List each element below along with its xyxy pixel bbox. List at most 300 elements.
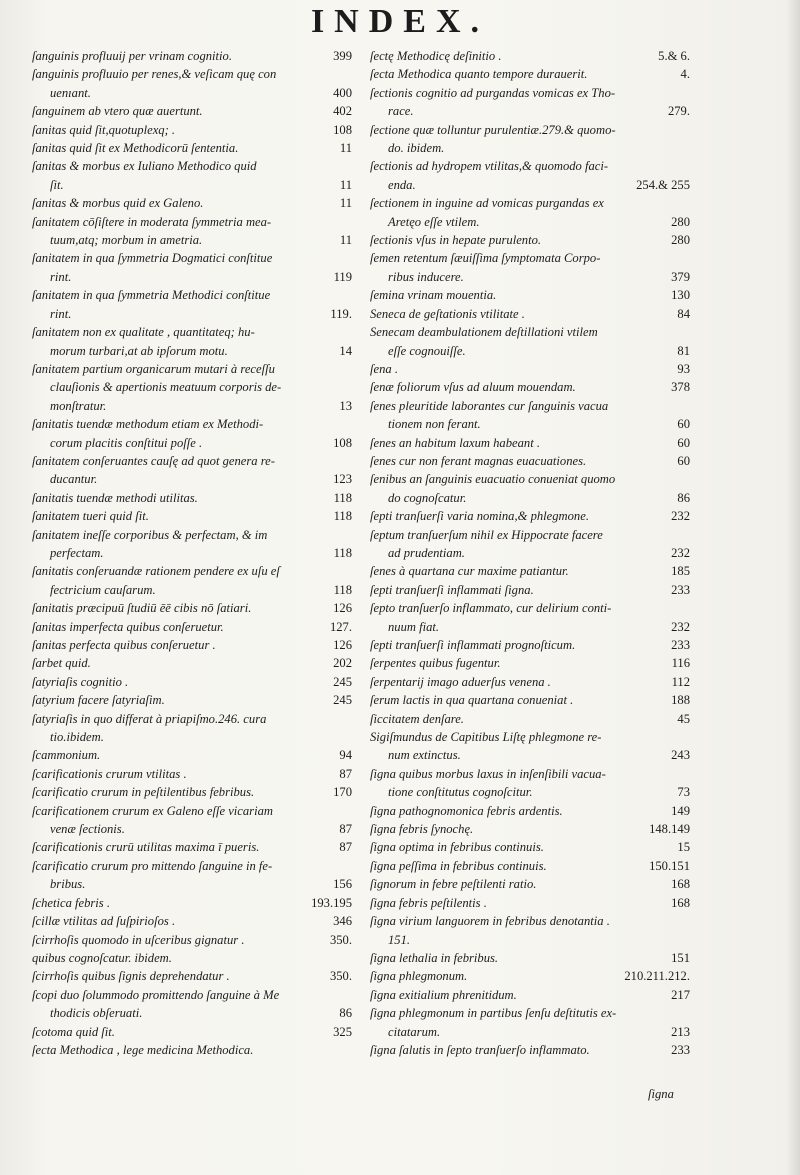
entry-text: ſanitatem conſeruantes cauſę ad quot genera re-	[32, 453, 275, 468]
index-entry	[370, 562, 690, 580]
index-entry	[32, 894, 352, 912]
index-entry	[370, 378, 690, 396]
page-reference: 232	[671, 619, 690, 634]
page-reference: 123	[333, 472, 352, 487]
entry-line	[32, 673, 352, 691]
index-entry	[32, 489, 352, 507]
index-entry	[32, 838, 352, 856]
entry-text: race.	[388, 104, 414, 119]
entry-line	[32, 544, 352, 562]
page-reference: 116	[671, 656, 690, 671]
entry-text: bribus.	[50, 877, 86, 892]
page-reference: 118	[333, 509, 352, 524]
entry-text: ſigna pathognomonica febris ardentis.	[370, 803, 563, 818]
entry-text: ſenes cur non ferant magnas euacuationes.	[370, 453, 587, 468]
index-entry	[32, 65, 352, 102]
index-entry	[370, 765, 690, 802]
entry-line	[370, 378, 690, 396]
entry-line	[370, 452, 690, 470]
entry-line	[32, 875, 352, 893]
index-entry	[370, 157, 690, 194]
page-reference: 149	[671, 803, 690, 818]
index-entry	[370, 305, 690, 323]
entry-text: ſerpentes quibus fugentur.	[370, 656, 501, 671]
entry-line	[32, 857, 352, 875]
entry-line	[370, 783, 690, 801]
entry-line	[32, 452, 352, 470]
page-reference: 14	[339, 343, 352, 358]
entry-text: eſſe cognouiſſe.	[388, 343, 466, 358]
entry-line	[370, 765, 690, 783]
entry-line	[370, 636, 690, 654]
entry-line	[32, 470, 352, 488]
entry-text: ſiccitatem denſare.	[370, 711, 464, 726]
index-entry	[32, 931, 352, 949]
entry-text: ſcotoma quid ſit.	[32, 1024, 115, 1039]
entry-text: fectricium cauſarum.	[50, 582, 156, 597]
entry-text: ſectione quæ tolluntur purulentiæ.279.& quomo-	[370, 122, 616, 137]
index-entry	[32, 746, 352, 764]
entry-line	[32, 47, 352, 65]
entry-line	[370, 415, 690, 433]
entry-line	[370, 231, 690, 249]
index-entry	[32, 1023, 352, 1041]
entry-text: ribus inducere.	[388, 269, 464, 284]
entry-text: ſatyriaſis in quo differat à priapiſmo.246. cura	[32, 711, 267, 726]
page-reference: 118	[333, 490, 352, 505]
index-entry	[32, 213, 352, 250]
entry-text: ſemen retentum ſæuiſſima ſymptomata Corpo-	[370, 251, 601, 266]
entry-text: ſanitatem cōſiſtere in moderata ſymmetria mea-	[32, 214, 272, 229]
entry-text: ſepti tranſuerſi inflammati prognoſticum.	[370, 638, 576, 652]
entry-text: ſanguinem ab vtero quæ auertunt.	[32, 104, 203, 119]
page-reference: 379	[671, 269, 690, 284]
index-entry	[370, 986, 690, 1004]
index-entry	[32, 562, 352, 599]
entry-text: ſanitatem ineſſe corporibus & perfectam, & im	[32, 527, 268, 542]
entry-line	[32, 691, 352, 709]
page-reference: 108	[333, 122, 352, 137]
entry-text: ſerum lactis in qua quartana conueniat .	[370, 693, 574, 708]
entry-line	[32, 249, 352, 267]
entry-text: ſcillæ vtilitas ad ſuſpirioſos .	[32, 914, 176, 929]
page-reference: 233	[671, 582, 690, 597]
entry-line	[32, 397, 352, 415]
page-reference: 108	[333, 435, 352, 450]
entry-text: ſanitatem non ex qualitate , quantitateq; hu-	[32, 325, 255, 340]
entry-line	[32, 121, 352, 139]
page-reference: 86	[677, 490, 690, 505]
entry-line	[32, 194, 352, 212]
entry-text: ſanitas quid ſit,quotuplexq; .	[32, 122, 176, 137]
index-entry	[370, 194, 690, 231]
entry-text: perfectam.	[50, 545, 104, 560]
entry-text: ſanitas imperfecta quibus conſeruetur.	[32, 619, 224, 634]
entry-text: ſena .	[370, 361, 398, 376]
index-entry	[32, 360, 352, 415]
entry-line	[370, 84, 690, 102]
page-title: INDEX.	[310, 3, 490, 40]
page-reference: 11	[339, 233, 352, 248]
entry-text: ſenes pleuritide laborantes cur ſanguinis vacua	[370, 398, 609, 413]
entry-line	[370, 986, 690, 1004]
page-reference: 118	[333, 545, 352, 560]
entry-text: ſigna ſalutis in ſepto tranſuerſo inflammato.	[370, 1042, 590, 1057]
index-entry	[32, 286, 352, 323]
index-entry	[370, 581, 690, 599]
entry-line	[370, 434, 690, 452]
index-entry	[370, 673, 690, 691]
entry-line	[370, 268, 690, 286]
page-reference: 193.195	[311, 895, 352, 910]
entry-text: tio.ibidem.	[50, 730, 104, 745]
entry-line	[370, 176, 690, 194]
page-reference: 232	[671, 545, 690, 560]
index-entry	[370, 65, 690, 83]
index-entry	[32, 526, 352, 563]
entry-text: Sigiſmundus de Capitibus Liſtę phlegmone re-	[370, 730, 602, 745]
entry-text: ſcarificationem crurum ex Galeno eſſe vicariam	[32, 803, 273, 818]
entry-line	[370, 305, 690, 323]
page-reference: 399	[333, 49, 352, 63]
index-entry	[370, 654, 690, 672]
page-reference: 126	[333, 601, 352, 616]
page-reference: 402	[333, 104, 352, 119]
entry-text: tione conſtitutus cognoſcitur.	[388, 785, 533, 800]
entry-line	[32, 286, 352, 304]
entry-line	[370, 562, 690, 580]
page-reference: 170	[333, 785, 352, 800]
entry-line	[370, 820, 690, 838]
page-reference: 5.& 6.	[658, 49, 690, 63]
right-column	[370, 47, 690, 1059]
page-reference: 210.211.212.	[624, 969, 690, 984]
index-entry	[32, 121, 352, 139]
index-entry	[370, 636, 690, 654]
entry-text: ſigna phlegmonum.	[370, 969, 468, 984]
page-reference: 217	[671, 987, 690, 1002]
entry-text: ſectionis vſus in hepate purulento.	[370, 233, 542, 248]
entry-line	[32, 636, 352, 654]
entry-line	[370, 710, 690, 728]
index-entry	[370, 820, 690, 838]
page-reference: 60	[677, 435, 690, 450]
entry-text: ſectę Methodicę deſinitio .	[370, 49, 502, 63]
entry-line	[32, 599, 352, 617]
entry-text: ſanitas & morbus ex Iuliano Methodico quid	[32, 159, 257, 174]
entry-line	[32, 1023, 352, 1041]
index-entry	[370, 710, 690, 728]
entry-text: ſectionem in inguine ad vomicas purgandas ex	[370, 196, 604, 211]
index-entry	[32, 912, 352, 930]
page-reference: 73	[677, 785, 690, 800]
entry-line	[32, 231, 352, 249]
page-reference: 245	[333, 674, 352, 689]
page-reference: 87	[339, 840, 352, 855]
entry-text: ſectionis cognitio ad purgandas vomicas ex Tho-	[370, 85, 616, 100]
entry-text: ſit.	[50, 177, 64, 192]
entry-line	[370, 931, 690, 949]
page-reference: 243	[671, 748, 690, 763]
page-reference: 150.151	[649, 858, 690, 873]
page-reference: 15	[677, 840, 690, 855]
entry-text: rint.	[50, 269, 72, 284]
entry-line	[370, 489, 690, 507]
entry-text: ſatyrium facere ſatyriaſim.	[32, 693, 165, 708]
entry-text: corum placitis conſtitui poſſe .	[50, 435, 203, 450]
entry-text: ſcarificationis crurū utilitas maxima ī pueris.	[32, 840, 260, 855]
page-reference: 119.	[330, 306, 352, 321]
entry-line	[32, 360, 352, 378]
entry-line	[370, 397, 690, 415]
entry-line	[32, 176, 352, 194]
entry-text: ſectionis ad hydropem vtilitas,& quomodo faci-	[370, 159, 609, 174]
page-reference: 168	[671, 877, 690, 892]
page-reference: 130	[671, 288, 690, 303]
entry-line	[370, 949, 690, 967]
entry-text: ſigna febris peſtilentis .	[370, 895, 487, 910]
entry-text: ſanitatem in qua ſymmetria Dogmatici conſtitue	[32, 251, 273, 266]
entry-line	[370, 691, 690, 709]
index-entry	[32, 452, 352, 489]
entry-text: ſepto tranſuerſo inflammato, cur delirium conti-	[370, 601, 612, 616]
entry-text: ſigna quibus morbus laxus in inſenſibili vacua-	[370, 766, 606, 781]
entry-text: rint.	[50, 306, 72, 321]
page-reference: 148.149	[649, 822, 690, 837]
index-entry	[370, 894, 690, 912]
index-entry	[32, 415, 352, 452]
index-entry	[370, 470, 690, 507]
index-entry	[32, 967, 352, 985]
entry-text: Senecam deambulationem deſtillationi vtilem	[370, 325, 598, 340]
entry-line	[370, 47, 690, 65]
index-entry	[32, 802, 352, 839]
entry-text: ſcirrhoſis quomodo in uſceribus gignatur .	[32, 932, 245, 947]
entry-text: ſanitas perfecta quibus conſeruetur .	[32, 638, 216, 652]
page-reference: 350.	[329, 932, 352, 947]
entry-line	[32, 434, 352, 452]
index-entry	[370, 875, 690, 893]
index-entry	[32, 783, 352, 801]
entry-line	[32, 838, 352, 856]
index-entry	[370, 249, 690, 286]
entry-text: Aretęo eſſe vtilem.	[388, 214, 480, 229]
entry-text: venæ ſectionis.	[50, 822, 125, 837]
entry-text: ducantur.	[50, 472, 98, 487]
page-reference: 151	[671, 950, 690, 965]
entry-line	[370, 121, 690, 139]
entry-text: ſigna exitialium phrenitidum.	[370, 987, 517, 1002]
entry-text: ſecta Methodica quanto tempore durauerit.	[370, 67, 588, 82]
page-reference: 45	[677, 711, 690, 726]
entry-text: monſtratur.	[50, 398, 107, 413]
entry-text: ſcopi duo ſolummodo promittendo ſanguine à Me	[32, 987, 280, 1002]
entry-text: ſerpentarij imago aduerſus venena .	[370, 674, 551, 689]
entry-text: ſepti tranſuerſi varia nomina,& phlegmone.	[370, 509, 589, 524]
entry-text: ſanitatis tuendæ methodum etiam ex Methodi-	[32, 417, 264, 432]
page-edge	[786, 0, 800, 1175]
entry-line	[370, 746, 690, 764]
entry-line	[32, 783, 352, 801]
index-entry	[32, 102, 352, 120]
page-reference: 254.& 255	[636, 177, 690, 192]
page-reference: 185	[671, 564, 690, 579]
page-reference: 156	[333, 877, 352, 892]
page-reference: 11	[339, 141, 352, 156]
index-entry	[32, 691, 352, 709]
page-reference: 245	[333, 693, 352, 708]
entry-text: ſanitatem tueri quid ſit.	[32, 509, 149, 524]
entry-line	[370, 213, 690, 231]
entry-line	[370, 360, 690, 378]
entry-text: ſepti tranſuerſi inflammati ſigna.	[370, 582, 534, 597]
entry-text: do. ibidem.	[388, 141, 445, 156]
entry-text: ſigna optima in febribus continuis.	[370, 840, 544, 855]
entry-text: ſatyriaſis cognitio .	[32, 674, 129, 689]
index-entry	[32, 249, 352, 286]
entry-line	[370, 894, 690, 912]
index-entry	[32, 949, 352, 967]
entry-text: Seneca de geſtationis vtilitate .	[370, 306, 525, 321]
index-entry	[370, 802, 690, 820]
page-reference: 168	[671, 895, 690, 910]
entry-line	[32, 710, 352, 728]
entry-line	[370, 323, 690, 341]
entry-text: uenıant.	[50, 85, 91, 100]
entry-line	[370, 526, 690, 544]
entry-text: ſanitas & morbus quid ex Galeno.	[32, 196, 204, 211]
index-entry	[370, 231, 690, 249]
entry-text: ſanitatem partium organicarum mutari à receſſu	[32, 361, 275, 376]
entry-text: ſanitas quid ſit ex Methodicorū ſententia.	[32, 141, 239, 156]
page-reference: 127.	[329, 619, 352, 634]
page-reference: 378	[671, 380, 690, 395]
page-reference: 233	[671, 638, 690, 652]
index-entry	[370, 691, 690, 709]
entry-line	[32, 489, 352, 507]
index-entry	[32, 1041, 352, 1059]
page-reference: 11	[339, 196, 352, 211]
index-entry	[32, 986, 352, 1023]
entry-line	[370, 1004, 690, 1022]
entry-line	[32, 581, 352, 599]
entry-line	[370, 581, 690, 599]
index-entry	[370, 286, 690, 304]
page-reference: 233	[671, 1042, 690, 1057]
entry-line	[370, 599, 690, 617]
entry-line	[370, 507, 690, 525]
entry-text: ſenes à quartana cur maxime patiantur.	[370, 564, 569, 579]
entry-line	[32, 949, 352, 967]
entry-text: citatarum.	[388, 1024, 441, 1039]
index-entry	[370, 526, 690, 563]
page-reference: 350.	[329, 969, 352, 984]
index-entry	[32, 673, 352, 691]
index-entry	[370, 728, 690, 765]
index-entry	[370, 434, 690, 452]
page-reference: 60	[677, 453, 690, 468]
page-reference: 13	[339, 398, 352, 413]
entry-text: ſigna febris ſynochę.	[370, 822, 474, 837]
page-reference: 87	[339, 766, 352, 781]
entry-line	[32, 378, 352, 396]
entry-line	[32, 765, 352, 783]
index-entry	[370, 1041, 690, 1059]
entry-line	[32, 139, 352, 157]
entry-line	[370, 673, 690, 691]
index-entry	[370, 452, 690, 470]
entry-line	[32, 1041, 352, 1059]
page-reference: 11	[339, 177, 352, 192]
entry-line	[370, 157, 690, 175]
entry-line	[32, 305, 352, 323]
page-reference: 279.	[667, 104, 690, 119]
entry-line	[32, 912, 352, 930]
entry-text: ſenæ foliorum vſus ad aluum mouendam.	[370, 380, 576, 395]
entry-line	[370, 139, 690, 157]
page-reference: 87	[339, 822, 352, 837]
entry-line	[32, 84, 352, 102]
entry-line	[370, 857, 690, 875]
entry-text: ſcammonium.	[32, 748, 101, 763]
catchword: ſigna	[648, 1087, 674, 1101]
entry-text: ſcarificationis crurum vtilitas .	[32, 766, 187, 781]
entry-text: ſignorum in febre peſtilenti ratio.	[370, 877, 537, 892]
entry-line	[370, 470, 690, 488]
index-entry	[370, 967, 690, 985]
page-reference: 4.	[680, 67, 690, 82]
entry-text: enda.	[388, 177, 416, 192]
entry-text: ſemina vrinam mouentia.	[370, 288, 497, 303]
entry-line	[370, 65, 690, 83]
page-reference: 213	[671, 1024, 690, 1039]
entry-line	[32, 268, 352, 286]
entry-text: ſanguinis profluuio per renes,& veſicam quę con	[32, 67, 277, 82]
entry-text: ſanitatis conſeruandæ rationem pendere ex uſu eſ	[32, 564, 280, 579]
index-entry	[32, 507, 352, 525]
page-reference: 112	[671, 674, 690, 689]
entry-text: ſcarificatio crurum in peſtilentibus febribus.	[32, 785, 255, 800]
entry-text: do cognoſcatur.	[388, 490, 467, 505]
entry-line	[32, 931, 352, 949]
index-entry	[32, 323, 352, 360]
entry-line	[32, 654, 352, 672]
entry-line	[32, 65, 352, 83]
entry-text: clauſionis & apertionis meatuum corporis de-	[50, 380, 282, 395]
entry-text: thodicis obſeruati.	[50, 1006, 143, 1021]
entry-line	[32, 213, 352, 231]
entry-text: ſeptum tranſuerſum nihil ex Hippocrate facere	[370, 527, 603, 542]
index-entry	[370, 1004, 690, 1041]
entry-line	[32, 342, 352, 360]
index-entry	[370, 949, 690, 967]
entry-text: nuum fiat.	[388, 619, 440, 634]
entry-text: ſanguinis profluuij per vrinam cognitio.	[32, 49, 232, 63]
entry-text: ſigna phlegmonum in partibus ſenſu deſtitutis ex-	[370, 1006, 617, 1021]
entry-line	[370, 875, 690, 893]
index-entry	[370, 397, 690, 434]
entry-line	[32, 802, 352, 820]
entry-line	[370, 249, 690, 267]
index-entry	[32, 194, 352, 212]
entry-line	[32, 507, 352, 525]
entry-line	[32, 820, 352, 838]
index-entry	[370, 323, 690, 360]
entry-line	[370, 1041, 690, 1059]
entry-text: ſarbet quid.	[32, 656, 91, 671]
entry-line	[370, 544, 690, 562]
entry-line	[32, 967, 352, 985]
